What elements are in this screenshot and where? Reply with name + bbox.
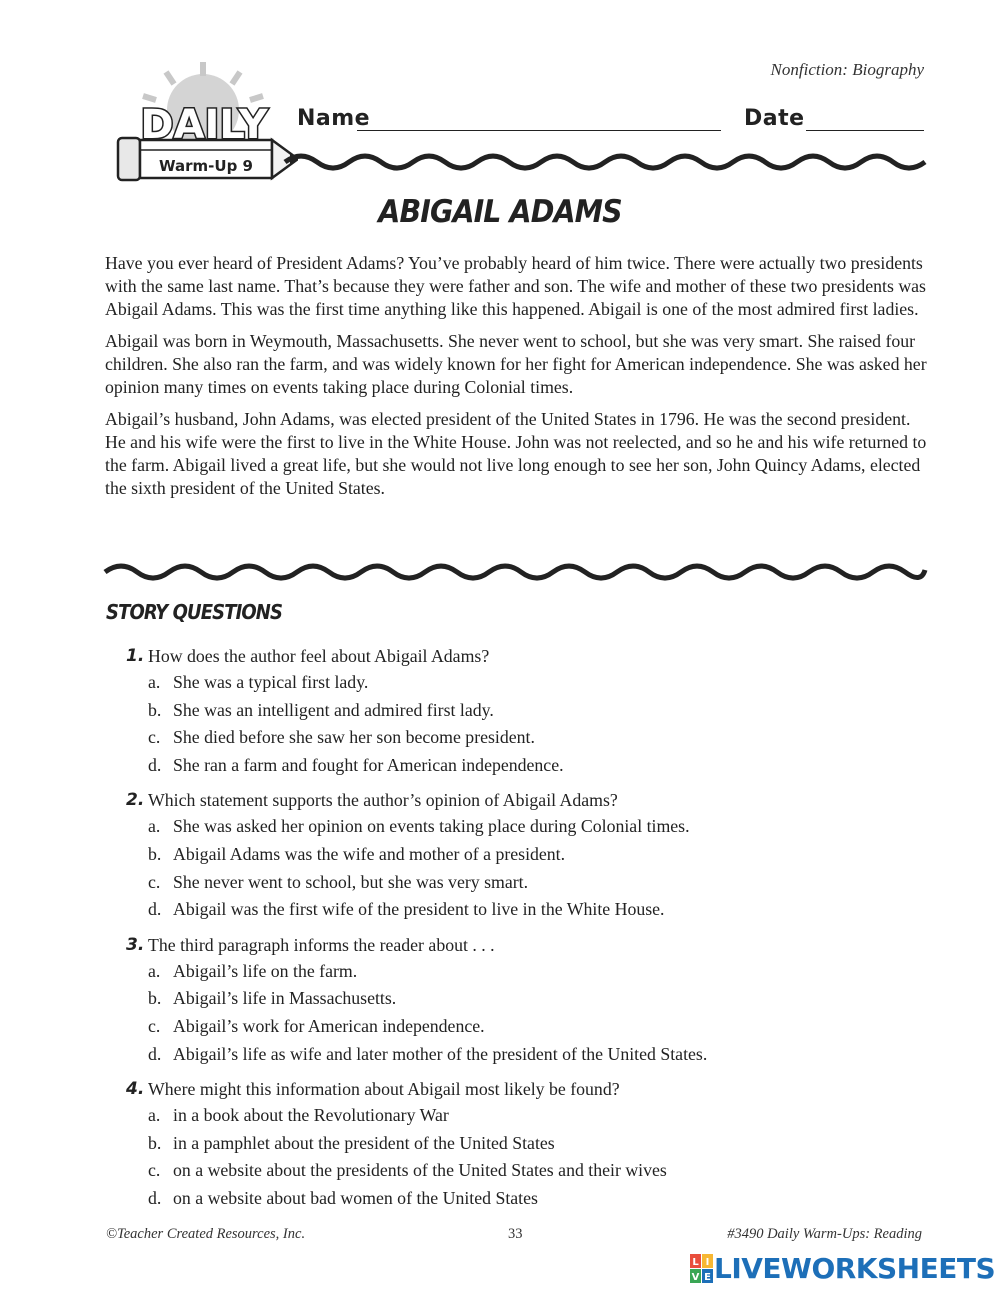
option-letter: a. [148, 816, 161, 837]
option-letter: c. [148, 871, 161, 892]
page-title: ABIGAIL ADAMS [378, 194, 622, 230]
option-letter: a. [148, 1105, 161, 1126]
answer-option[interactable] [126, 1102, 926, 1130]
option-letter: b. [148, 1132, 162, 1153]
option-text: She was asked her opinion on events taking place during Colonial times. [173, 816, 690, 837]
footer-book-title: #3490 Daily Warm-Ups: Reading [727, 1226, 922, 1242]
logo-letter-e: E [704, 1271, 711, 1283]
option-text: Abigail’s life as wife and later mother of the president of the United States. [173, 1043, 708, 1064]
passage-paragraph: Abigail’s husband, John Adams, was elected president of the United States in 1796. He was the second president. He and his wife were the first to live in the White House. John was not reelected, and so he and his wife returned to the farm. Abigail lived a great life, but she would not live long enough to see her son, John Quincy Adams, elected the sixth president of the United States. [105, 409, 927, 498]
question-text: Which statement supports the author’s opinion of Abigail Adams? [148, 790, 618, 811]
date-label: Date [744, 106, 805, 131]
logo-daily-word: DAILY [140, 102, 268, 148]
answer-option[interactable] [126, 669, 926, 697]
liveworksheets-logo-icon [690, 1254, 714, 1284]
footer-page-number: 33 [508, 1226, 523, 1242]
option-letter: a. [148, 672, 161, 692]
answer-option[interactable] [126, 1013, 926, 1041]
question-3 [126, 932, 926, 1068]
liveworksheets-watermark[interactable] [690, 1252, 995, 1285]
question-2 [126, 787, 926, 923]
question-number: 1. [126, 646, 145, 666]
passage [105, 252, 935, 509]
name-label: Name [297, 106, 371, 131]
section-wave-divider [0, 560, 1000, 584]
answer-option[interactable] [126, 1130, 926, 1158]
answer-option[interactable] [126, 1185, 926, 1213]
logo-letter-v: V [691, 1271, 700, 1283]
option-letter: a. [148, 960, 161, 981]
name-field-line[interactable] [357, 130, 721, 131]
option-text: Abigail Adams was the wife and mother of a president. [173, 843, 566, 864]
question-1 [126, 643, 926, 779]
genre-label: Nonfiction: Biography [770, 60, 924, 79]
question-number: 4. [126, 1079, 145, 1100]
question-text: Where might this information about Abigail most likely be found? [148, 1079, 620, 1100]
option-text: She died before she saw her son become president. [173, 727, 535, 748]
answer-option[interactable] [126, 896, 926, 924]
option-letter: c. [148, 1160, 161, 1181]
answer-option[interactable] [126, 841, 926, 869]
story-questions-heading: STORY QUESTIONS [106, 600, 283, 624]
answer-option[interactable] [126, 1157, 926, 1185]
option-text: She was an intelligent and admired first lady. [173, 699, 494, 720]
question-text: How does the author feel about Abigail Adams? [148, 646, 490, 666]
question-text: The third paragraph informs the reader about . . . [148, 934, 495, 955]
answer-option[interactable] [126, 1041, 926, 1069]
question-4 [126, 1076, 926, 1212]
logo-letter-i: I [705, 1256, 710, 1268]
option-letter: c. [148, 1015, 161, 1036]
liveworksheets-wordmark: LIVEWORKSHEETS [714, 1252, 996, 1285]
answer-option[interactable] [126, 813, 926, 841]
option-text: She never went to school, but she was very smart. [173, 871, 529, 892]
option-text: in a book about the Revolutionary War [173, 1105, 449, 1126]
option-text: Abigail’s life on the farm. [173, 960, 358, 981]
logo-warm-up-label: Warm-Up 9 [159, 157, 253, 175]
answer-option[interactable] [126, 724, 926, 752]
option-text: in a pamphlet about the president of the United States [173, 1132, 555, 1153]
footer-copyright: ©Teacher Created Resources, Inc. [106, 1226, 306, 1242]
option-letter: d. [148, 899, 162, 920]
option-text: She ran a farm and fought for American independence. [173, 754, 564, 775]
option-letter: d. [148, 754, 162, 775]
answer-option[interactable] [126, 869, 926, 897]
questions-list [126, 643, 926, 1221]
question-number: 3. [126, 934, 145, 955]
answer-option[interactable] [126, 958, 926, 986]
option-letter: c. [148, 727, 161, 748]
option-text: She was a typical first lady. [173, 672, 369, 692]
date-field-line[interactable] [806, 130, 924, 131]
passage-paragraph: Abigail was born in Weymouth, Massachusetts. She never went to school, but she was very smart. She raised four children. She also ran the farm, and was widely known for her fight for American independence. She was asked her opinion many times on events taking place during Colonial times. [105, 331, 927, 397]
option-letter: b. [148, 843, 162, 864]
option-text: Abigail was the first wife of the president to live in the White House. [173, 899, 665, 920]
option-letter: b. [148, 699, 162, 720]
option-letter: d. [148, 1187, 162, 1208]
passage-paragraph: Have you ever heard of President Adams? You’ve probably heard of him twice. There were actually two presidents with the same last name. That’s because they were father and son. The wife and mother of these two presidents was Abigail Adams. This was the first time anything like this happened. Abigail is one of the most admired first ladies. [105, 253, 926, 319]
option-text: on a website about the presidents of the United States and their wives [173, 1160, 667, 1181]
option-text: Abigail’s work for American independence. [173, 1015, 485, 1036]
option-letter: b. [148, 988, 162, 1009]
header-wave-divider [0, 148, 1000, 172]
answer-option[interactable] [126, 697, 926, 725]
option-letter: d. [148, 1043, 162, 1064]
option-text: Abigail’s life in Massachusetts. [173, 988, 397, 1009]
answer-option[interactable] [126, 752, 926, 780]
logo-letter-l: L [692, 1256, 699, 1268]
answer-option[interactable] [126, 985, 926, 1013]
question-number: 2. [126, 790, 145, 811]
option-text: on a website about bad women of the United States [173, 1187, 538, 1208]
